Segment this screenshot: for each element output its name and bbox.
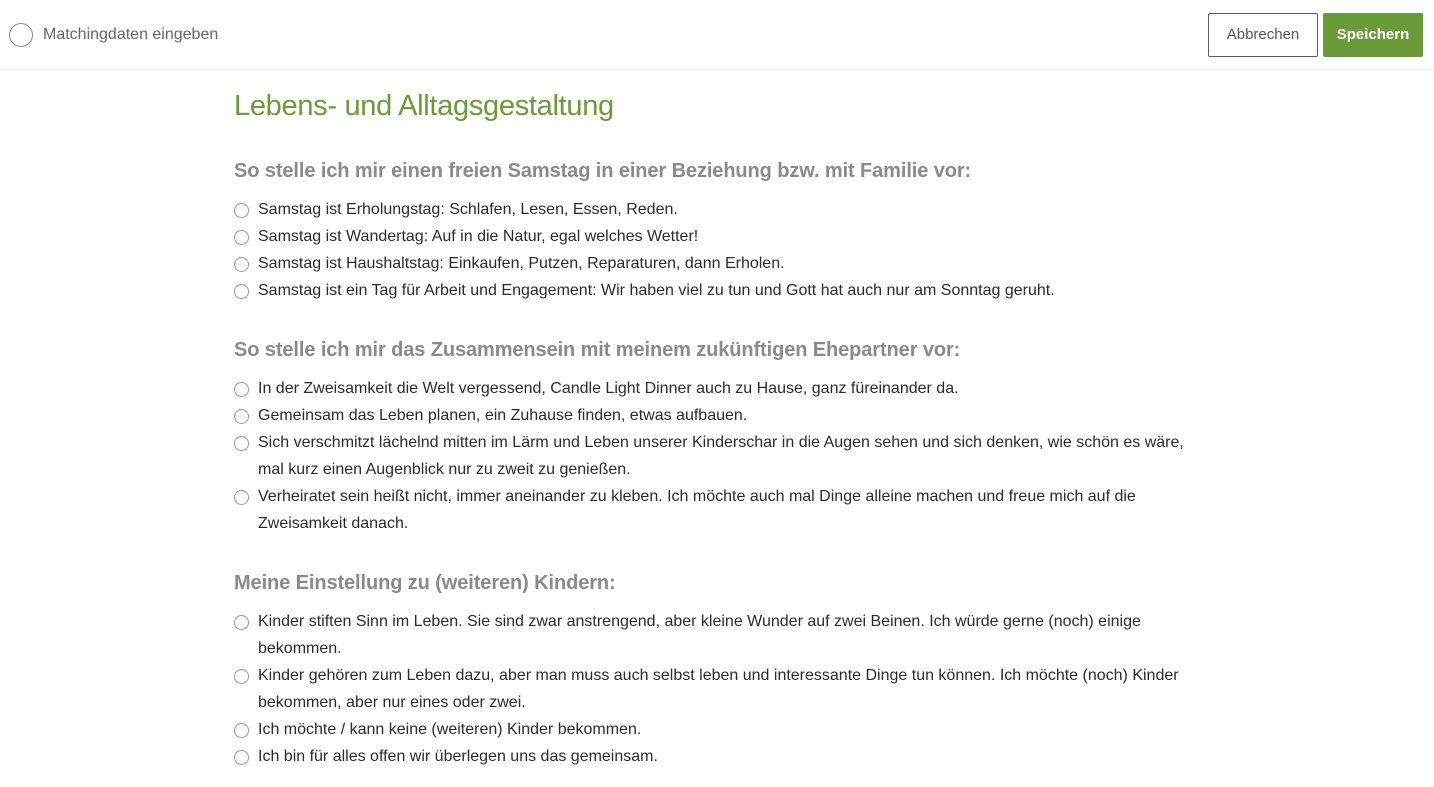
radio-option[interactable] — [234, 662, 1194, 716]
radio-option[interactable] — [234, 429, 1194, 483]
radio-option[interactable] — [234, 743, 1194, 770]
radio-option[interactable] — [234, 483, 1194, 537]
option-label: Sich verschmitzt lächelnd mitten im Lärm und Leben unserer Kinderschar in die Augen sehen und sich denken, wie schön es wäre, mal kurz einen Augenblick nur zu zweit zu genießen. — [258, 434, 1184, 478]
radio-button[interactable] — [234, 382, 249, 397]
option-label: Kinder gehören zum Leben dazu, aber man muss auch selbst leben und interessante Dinge tun können. Ich möchte (noch) Kinder bekommen, aber nur eines oder zwei. — [258, 667, 1179, 711]
option-label: In der Zweisamkeit die Welt vergessend, Candle Light Dinner auch zu Hause, ganz füreinander da. — [258, 380, 959, 397]
option-label: Samstag ist Haushaltstag: Einkaufen, Putzen, Reparaturen, dann Erholen. — [258, 255, 785, 272]
question-label: Meine Einstellung zu (weiteren) Kindern: — [234, 572, 616, 594]
radio-button[interactable] — [234, 615, 249, 630]
save-button[interactable]: Speichern — [1323, 13, 1423, 57]
radio-button[interactable] — [234, 230, 249, 245]
radio-option[interactable] — [234, 250, 1194, 277]
question-group-saturday — [234, 158, 1194, 304]
cancel-button[interactable]: Abbrechen — [1208, 13, 1318, 57]
radio-button[interactable] — [234, 490, 249, 505]
radio-option[interactable] — [234, 402, 1194, 429]
radio-button[interactable] — [234, 203, 249, 218]
radio-button[interactable] — [234, 436, 249, 451]
section-title: Lebens- und Alltagsgestaltung — [234, 90, 614, 122]
option-label: Samstag ist Wandertag: Auf in die Natur, egal welches Wetter! — [258, 228, 699, 245]
option-label: Gemeinsam das Leben planen, ein Zuhause finden, etwas aufbauen. — [258, 407, 748, 424]
option-label: Samstag ist Erholungstag: Schlafen, Lesen, Essen, Reden. — [258, 201, 678, 218]
option-label: Samstag ist ein Tag für Arbeit und Engagement: Wir haben viel zu tun und Gott hat auch nur am Sonntag geruht. — [258, 282, 1055, 299]
option-label: Kinder stiften Sinn im Leben. Sie sind zwar anstrengend, aber kleine Wunder auf zwei Beinen. Ich würde gerne (noch) einige bekommen. — [258, 613, 1141, 657]
radio-button[interactable] — [234, 284, 249, 299]
question-label: So stelle ich mir einen freien Samstag in einer Beziehung bzw. mit Familie vor: — [234, 160, 972, 182]
question-group-children — [234, 570, 1194, 770]
question-group-partnership — [234, 337, 1194, 537]
radio-button[interactable] — [234, 257, 249, 272]
top-bar — [0, 0, 1434, 70]
question-label: So stelle ich mir das Zusammensein mit meinem zukünftigen Ehepartner vor: — [234, 339, 961, 361]
step-status-circle-icon — [9, 23, 33, 47]
radio-option[interactable] — [234, 608, 1194, 662]
option-label: Verheiratet sein heißt nicht, immer aneinander zu kleben. Ich möchte auch mal Dinge alleine machen und freue mich auf die Zweisamkeit danach. — [258, 488, 1136, 532]
radio-option[interactable] — [234, 223, 1194, 250]
form-content — [234, 70, 1194, 770]
radio-option[interactable] — [234, 375, 1194, 402]
radio-button[interactable] — [234, 723, 249, 738]
radio-option[interactable] — [234, 716, 1194, 743]
step-label: Matchingdaten eingeben — [43, 26, 219, 43]
option-label: Ich möchte / kann keine (weiteren) Kinder bekommen. — [258, 721, 642, 738]
option-label: Ich bin für alles offen wir überlegen uns das gemeinsam. — [258, 748, 658, 765]
radio-button[interactable] — [234, 409, 249, 424]
radio-button[interactable] — [234, 669, 249, 684]
radio-option[interactable] — [234, 277, 1194, 304]
radio-option[interactable] — [234, 196, 1194, 223]
radio-button[interactable] — [234, 750, 249, 765]
